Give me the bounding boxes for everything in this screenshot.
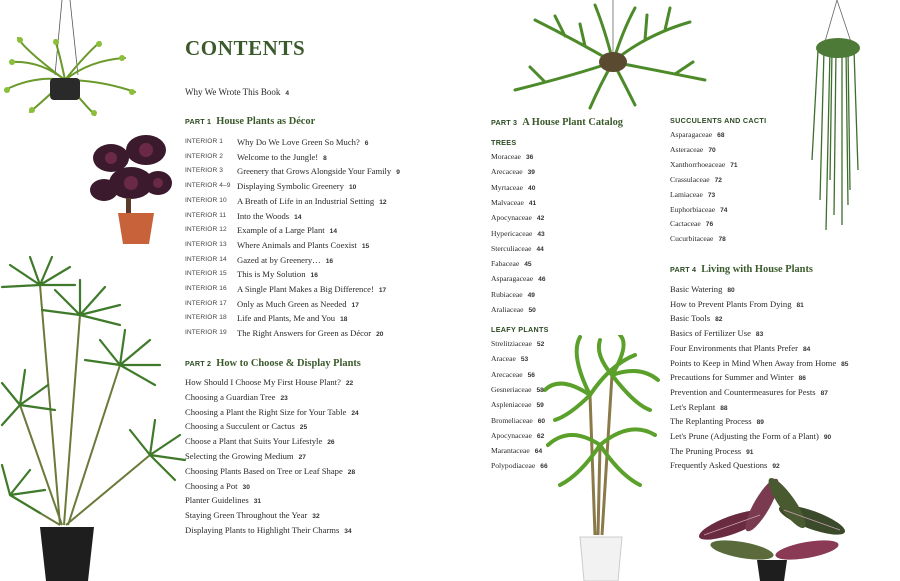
page-number: 81 xyxy=(796,301,804,309)
toc-entry[interactable] xyxy=(670,299,804,313)
page-number: 91 xyxy=(746,448,754,456)
entry-title: How to Prevent Plants From Dying xyxy=(670,298,792,309)
page-number: 39 xyxy=(527,169,535,177)
page-number: 31 xyxy=(253,498,262,506)
page-number: 88 xyxy=(720,404,728,412)
interior-label: INTERIOR 1 xyxy=(185,138,224,145)
page-number: 56 xyxy=(527,371,535,379)
page-number: 72 xyxy=(714,176,722,184)
toc-entry[interactable] xyxy=(185,421,307,435)
toc-entry[interactable] xyxy=(670,387,828,401)
toc-entry[interactable] xyxy=(491,461,548,475)
intro-title: Why We Wrote This Book xyxy=(185,87,281,97)
page-number: 9 xyxy=(396,169,400,177)
page-number: 22 xyxy=(345,380,354,387)
toc-entry[interactable] xyxy=(491,274,546,288)
entry-title: Malvaceae xyxy=(491,197,524,207)
page-number: 59 xyxy=(536,402,544,410)
toc-entry[interactable] xyxy=(185,466,355,480)
toc-entry[interactable] xyxy=(491,385,544,399)
page-number: 64 xyxy=(534,448,543,456)
interior-label: INTERIOR 16 xyxy=(185,285,227,292)
page-number: 82 xyxy=(715,316,723,324)
entry-title: Precautions for Summer and Winter xyxy=(670,372,794,383)
toc-entry[interactable] xyxy=(670,234,726,248)
entry-title: Basic Tools xyxy=(670,313,711,324)
toc-entry[interactable] xyxy=(670,431,831,445)
interior-label: INTERIOR 12 xyxy=(185,226,227,234)
toc-entry[interactable] xyxy=(491,400,544,414)
part-number: PART 2 xyxy=(185,359,212,368)
page-number: 42 xyxy=(536,215,545,223)
part1-heading xyxy=(185,116,315,127)
toc-entry[interactable] xyxy=(491,354,528,368)
page-number: 36 xyxy=(525,154,534,161)
toc-entry[interactable] xyxy=(491,244,544,258)
page-number: 87 xyxy=(820,389,828,397)
page-number: 80 xyxy=(727,287,735,294)
part2-heading xyxy=(185,358,361,369)
toc-entry[interactable] xyxy=(670,219,713,233)
page-number: 89 xyxy=(756,419,764,427)
toc-entry[interactable] xyxy=(491,213,544,227)
leafy-heading: LEAFY PLANTS xyxy=(491,325,549,334)
toc-entry[interactable] xyxy=(491,259,532,273)
entry-title: Only as Much Green as Needed 17 xyxy=(237,298,359,309)
entry-title: Polypodiaceae xyxy=(491,461,536,471)
page-number: 4 xyxy=(285,90,290,97)
page-number: 49 xyxy=(527,291,535,299)
trees-heading: TREES xyxy=(491,138,517,147)
part4-heading xyxy=(670,264,813,275)
entry-title: Choosing a Guardian Tree xyxy=(185,391,276,402)
trailing-plant-image xyxy=(802,0,872,235)
page-number: 74 xyxy=(720,206,728,214)
toc-entry[interactable] xyxy=(670,205,727,219)
page-number: 26 xyxy=(327,439,335,447)
page-number: 90 xyxy=(823,434,832,441)
toc-entry[interactable] xyxy=(185,510,320,524)
entry-title: Greenery that Grows Alongside Your Family 9 xyxy=(237,166,400,177)
page-number: 10 xyxy=(348,184,357,192)
toc-entry[interactable] xyxy=(670,145,716,159)
entry-title: Staying Green Throughout the Year xyxy=(185,510,308,521)
entry-title: Asparagaceae xyxy=(670,130,713,139)
page-number: 43 xyxy=(537,230,545,238)
part-number: PART 1 xyxy=(185,117,212,126)
page-number: 73 xyxy=(707,191,716,199)
entry-title: Points to Keep in Mind When Away from Home xyxy=(670,357,837,368)
entry-title: This is My Solution 16 xyxy=(237,269,318,280)
interior-label: INTERIOR 15 xyxy=(185,270,227,278)
toc-entry[interactable] xyxy=(491,229,545,243)
page-number: 92 xyxy=(772,463,780,471)
toc-entry[interactable] xyxy=(670,284,735,298)
entry-title: Choosing a Pot xyxy=(185,480,238,491)
interior-label: INTERIOR 10 xyxy=(185,196,227,204)
toc-entry[interactable] xyxy=(670,358,848,372)
entry-title: Why Do We Love Green So Much? 6 xyxy=(237,137,369,147)
page-number: 86 xyxy=(798,375,806,383)
entry-title: Strelitziaceae xyxy=(491,339,532,348)
toc-entry[interactable] xyxy=(185,436,335,450)
entry-title: Lamiaceae xyxy=(670,189,703,199)
part-title: Living with House Plants xyxy=(701,264,813,275)
interior-label: INTERIOR 17 xyxy=(185,299,227,307)
page-number: 53 xyxy=(520,356,529,364)
page-number: 12 xyxy=(379,198,387,206)
page-number: 44 xyxy=(536,245,544,253)
interior-label: INTERIOR 19 xyxy=(185,329,227,337)
entry-title: Frequently Asked Questions xyxy=(670,460,768,471)
interior-label: INTERIOR 2 xyxy=(185,152,224,160)
toc-entry[interactable] xyxy=(670,160,738,174)
aeonium-plant-image xyxy=(86,128,176,246)
entry-title: The Pruning Process xyxy=(670,445,742,456)
part-number: PART 4 xyxy=(670,265,697,274)
entry-title: Marantaceae xyxy=(491,446,530,456)
page-number: 60 xyxy=(537,417,546,425)
page-number: 46 xyxy=(538,276,546,284)
part-title: House Plants as Décor xyxy=(216,116,316,127)
page-number: 34 xyxy=(344,528,352,535)
entry-title: Four Environments that Plants Prefer xyxy=(670,342,798,353)
toc-entry[interactable] xyxy=(670,372,806,386)
entry-title: Choose a Plant that Suits Your Lifestyle xyxy=(185,436,323,447)
entry-title: Basics of Fertilizer Use xyxy=(670,328,751,339)
toc-entry[interactable] xyxy=(670,175,722,189)
page-number: 17 xyxy=(351,301,359,309)
page-number: 18 xyxy=(340,316,348,324)
part3-heading xyxy=(491,117,623,128)
toc-entry[interactable] xyxy=(491,305,536,319)
calathea-plant-image xyxy=(692,475,852,581)
entry-title: Myrtaceae xyxy=(491,182,524,192)
entry-title: Choosing Plants Based on Tree or Leaf Shape xyxy=(185,465,343,476)
entry-title: Arecaceae xyxy=(491,369,523,379)
page-number: 66 xyxy=(540,463,548,471)
toc-entry[interactable] xyxy=(670,190,715,204)
toc-entry[interactable] xyxy=(185,451,306,465)
intro-entry[interactable] xyxy=(185,87,289,97)
entry-title: Moraceae xyxy=(491,152,521,161)
toc-entry[interactable] xyxy=(670,446,753,460)
entry-title: Arecaceae xyxy=(491,167,523,177)
entry-title: Sterculiaceae xyxy=(491,243,532,253)
interior-label: INTERIOR 11 xyxy=(185,211,227,219)
entry-title: A Breath of Life in an Industrial Setting 12 xyxy=(237,195,387,206)
toc-entry[interactable] xyxy=(670,328,763,342)
toc-entry[interactable] xyxy=(670,313,722,327)
entry-title: Into the Woods 14 xyxy=(237,210,302,221)
page-number: 40 xyxy=(528,184,536,192)
entry-title: Life and Plants, Me and You 18 xyxy=(237,313,348,324)
entry-title: Gesneriaceae xyxy=(491,384,532,394)
page-number: 24 xyxy=(351,409,359,417)
page-number: 15 xyxy=(361,242,370,250)
toc-entry[interactable] xyxy=(491,167,535,181)
page-number: 58 xyxy=(536,386,544,394)
entry-title: The Replanting Process xyxy=(670,416,752,427)
toc-entry[interactable] xyxy=(491,290,535,304)
staghorn-fern-image xyxy=(505,0,715,112)
entry-title: Bromeliaceae xyxy=(491,415,533,425)
toc-entry[interactable] xyxy=(670,460,780,474)
page-number: 30 xyxy=(242,483,250,491)
part-title: A House Plant Catalog xyxy=(522,117,623,128)
entry-title: Araceae xyxy=(491,354,516,364)
entry-title: Hypericaceae xyxy=(491,228,533,238)
toc-entry[interactable] xyxy=(491,152,533,166)
interior-label: INTERIOR 18 xyxy=(185,314,227,322)
entry-title: The Right Answers for Green as Décor 20 xyxy=(237,328,384,339)
toc-entry[interactable] xyxy=(491,370,535,384)
toc-entry[interactable] xyxy=(185,481,250,495)
page-number: 32 xyxy=(312,513,320,521)
entry-title: Asteraceae xyxy=(670,144,704,154)
entry-title: Welcome to the Jungle! 8 xyxy=(237,151,327,162)
entry-title: Euphorbiaceae xyxy=(670,204,716,214)
interior-label: INTERIOR 4–9 xyxy=(185,182,231,190)
entry-title: How Should I Choose My First House Plant? xyxy=(185,377,341,387)
toc-entry[interactable] xyxy=(491,339,544,353)
entry-title: Gazed at by Greenery… 16 xyxy=(237,254,334,265)
entry-title: Selecting the Growing Medium xyxy=(185,451,294,461)
entry-title: Choosing a Succulent or Cactus xyxy=(185,421,295,432)
part-number: PART 3 xyxy=(491,118,518,127)
toc-entry[interactable] xyxy=(185,377,353,391)
interior-label: INTERIOR 13 xyxy=(185,240,227,248)
page-number: 14 xyxy=(294,213,302,221)
palm-plant-image xyxy=(0,255,190,581)
toc-entry[interactable] xyxy=(185,525,352,539)
page-number: 83 xyxy=(755,331,764,339)
page-number: 70 xyxy=(708,146,716,154)
part-title: How to Choose & Display Plants xyxy=(216,358,361,369)
entry-title: Basic Watering xyxy=(670,284,723,294)
entry-title: Let's Replant xyxy=(670,401,716,412)
page-number: 68 xyxy=(717,132,725,139)
entry-title: Prevention and Countermeasures for Pests xyxy=(670,386,816,397)
entry-title: Cactaceae xyxy=(670,219,701,229)
entry-title: A Single Plant Makes a Big Difference! 17 xyxy=(237,284,387,294)
page-number: 76 xyxy=(705,221,714,229)
toc-entry[interactable] xyxy=(185,407,359,421)
page-number: 78 xyxy=(718,236,726,244)
toc-entry[interactable] xyxy=(185,495,261,509)
entry-title: Crassulaceae xyxy=(670,174,710,184)
page-number: 28 xyxy=(347,468,356,476)
toc-entry[interactable] xyxy=(670,416,764,430)
entry-title: Xanthorrhoeaceae xyxy=(670,159,726,169)
page-title: CONTENTS xyxy=(185,36,306,60)
entry-title: Fabaceae xyxy=(491,259,520,269)
toc-entry[interactable] xyxy=(670,130,725,144)
toc-entry[interactable] xyxy=(670,402,728,416)
entry-title: Let's Prune (Adjusting the Form of a Plant) xyxy=(670,431,819,441)
toc-entry[interactable] xyxy=(670,343,810,357)
page-number: 20 xyxy=(376,331,384,339)
page-number: 50 xyxy=(528,307,536,314)
interior-label: INTERIOR 3 xyxy=(185,167,224,175)
succulents-heading: SUCCULENTS AND CACTI xyxy=(670,116,767,125)
toc-entry[interactable] xyxy=(185,392,288,406)
entry-title: Asparagaceae xyxy=(491,274,534,284)
page-number: 27 xyxy=(298,454,306,461)
page-number: 85 xyxy=(841,360,849,368)
page-number: 45 xyxy=(524,261,532,269)
entry-title: Example of a Large Plant 14 xyxy=(237,225,338,236)
page-number: 14 xyxy=(329,228,338,236)
toc-entry[interactable] xyxy=(491,431,544,445)
page-number: 71 xyxy=(730,161,738,169)
interior-label: INTERIOR 14 xyxy=(185,255,227,263)
entry-title: Displaying Symbolic Greenery 10 xyxy=(237,181,357,192)
page-number: 41 xyxy=(528,199,537,207)
entry-title: Choosing a Plant the Right Size for Your Table xyxy=(185,406,347,417)
page-number: 16 xyxy=(325,257,334,265)
entry-title: Apocynaceae xyxy=(491,213,532,223)
page-number: 52 xyxy=(536,341,545,348)
entry-title: Araliaceae xyxy=(491,305,524,314)
entry-title: Planter Guidelines xyxy=(185,495,249,506)
entry-title: Displaying Plants to Highlight Their Charms xyxy=(185,525,340,535)
page-number: 25 xyxy=(299,424,308,432)
page-number: 84 xyxy=(802,345,811,353)
page-number: 6 xyxy=(364,140,369,147)
hanging-plant-image xyxy=(0,0,140,120)
toc-entry[interactable] xyxy=(491,446,542,460)
page-number: 8 xyxy=(323,154,327,162)
entry-title: Where Animals and Plants Coexist 15 xyxy=(237,239,370,250)
entry-title: Cucurbitaceae xyxy=(670,234,714,244)
page-number: 62 xyxy=(536,432,545,440)
entry-title: Aspleniaceae xyxy=(491,400,532,410)
page-number: 23 xyxy=(280,394,288,402)
entry-title: Rubiaceae xyxy=(491,289,523,299)
entry-title: Apocynaceae xyxy=(491,430,532,440)
page-number: 17 xyxy=(378,287,387,294)
toc-entry[interactable] xyxy=(491,198,536,212)
page-number: 16 xyxy=(310,272,318,280)
toc-entry[interactable] xyxy=(491,416,545,430)
toc-entry[interactable] xyxy=(491,183,535,197)
